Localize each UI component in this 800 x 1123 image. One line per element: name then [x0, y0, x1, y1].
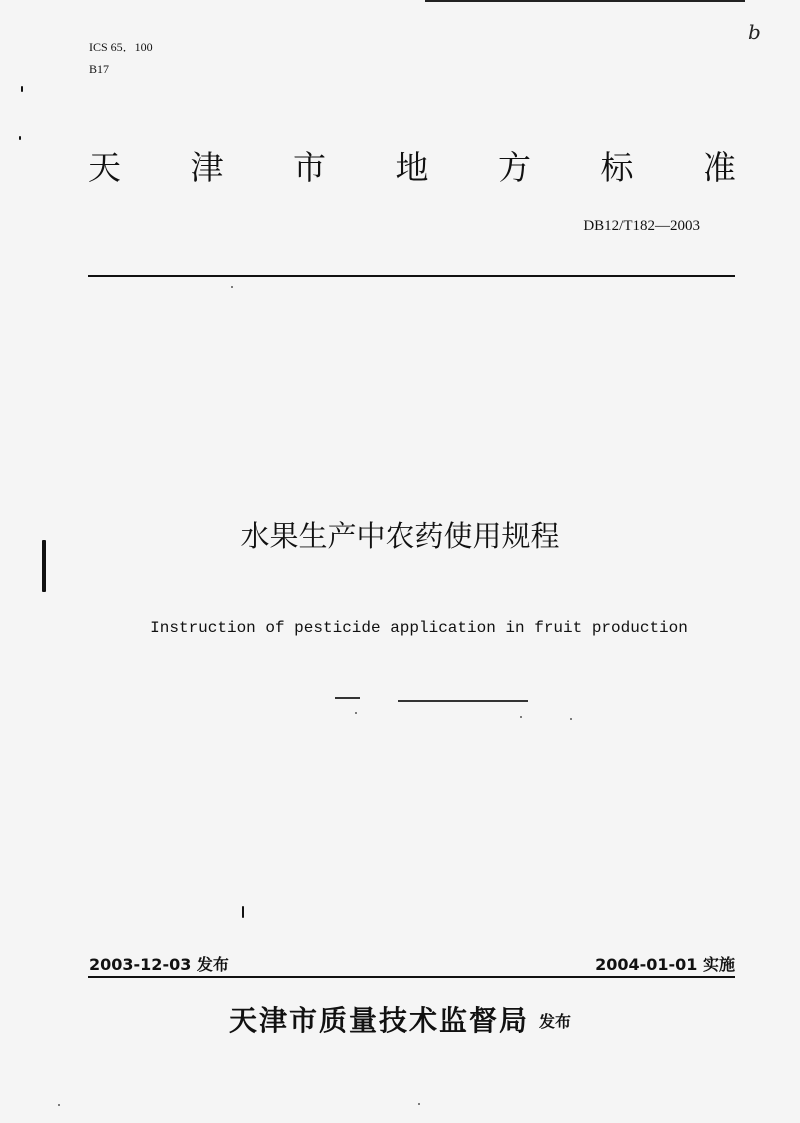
ics-code: ICS 65．100	[89, 40, 153, 54]
title-char: 市	[293, 148, 326, 187]
title-char: 津	[190, 148, 224, 187]
scan-artifact-dot	[355, 712, 357, 714]
scan-artifact-dot	[418, 1103, 420, 1105]
scan-artifact-mark	[21, 86, 23, 92]
footer-divider	[88, 976, 735, 978]
title-char: 标	[600, 148, 634, 187]
title-char: 天	[88, 148, 121, 187]
issuing-authority	[0, 1002, 800, 1041]
document-title-chinese: 水果生产中农药使用规程	[240, 519, 560, 553]
scan-artifact-dot	[570, 718, 572, 720]
category-code: B17	[89, 62, 110, 76]
scan-artifact-smudge	[398, 700, 528, 702]
standard-type-title	[88, 146, 736, 190]
title-char: 方	[498, 148, 531, 187]
title-char: 准	[703, 148, 736, 187]
scan-artifact-line	[425, 0, 745, 2]
scan-artifact-mark	[19, 136, 21, 140]
issuer-name: 天津市质量技术监督局	[228, 1004, 529, 1037]
header-divider	[88, 275, 735, 277]
issuer-suffix: 发布	[539, 1012, 572, 1031]
document-title-english: Instruction of pesticide application in fruit production	[150, 619, 688, 637]
standard-number: DB12/T182—2003	[583, 218, 700, 234]
scan-artifact-mark	[242, 906, 244, 918]
handwritten-mark: b	[748, 20, 761, 44]
implementation-date: 2004-01-01 实施	[595, 955, 735, 974]
scan-artifact-dot	[58, 1104, 60, 1106]
issue-date: 2003-12-03 发布	[89, 955, 229, 974]
title-char: 地	[395, 148, 429, 187]
scan-artifact-dot	[520, 716, 522, 718]
scan-artifact-smudge	[335, 697, 360, 699]
scan-artifact-dot	[231, 286, 233, 288]
